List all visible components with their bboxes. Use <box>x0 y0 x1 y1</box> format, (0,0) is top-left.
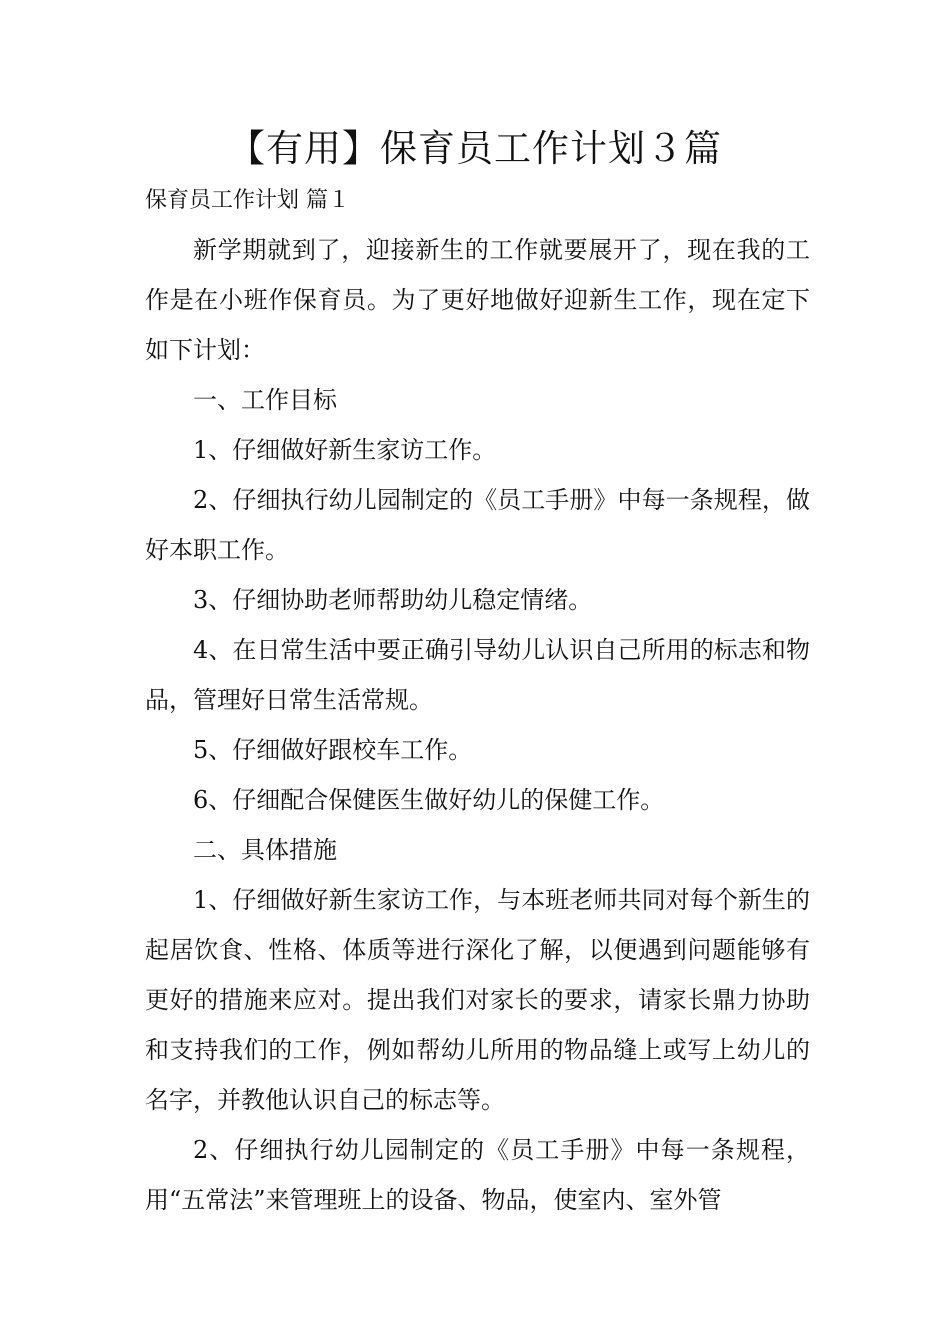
goal-item: 6、仔细配合保健医生做好幼儿的保健工作。 <box>193 786 665 814</box>
measure-item: 2、仔细执行幼儿园制定的《员工手册》中每一条规程，用“五常法”来管理班上的设备、物品，使室内、室外管 <box>145 1136 810 1214</box>
paragraph-intro: 新学期就到了，迎接新生的工作就要展开了，现在我的工作是在小班作保育员。为了更好地做好迎新生工作，现在定下如下计划： <box>145 236 810 364</box>
goal-item: 4、在日常生活中要正确引导幼儿认识自己所用的标志和物品，管理好日常生活常规。 <box>145 636 810 714</box>
goal-item: 5、仔细做好跟校车工作。 <box>193 736 473 764</box>
document-body <box>145 225 810 1225</box>
goal-item: 2、仔细执行幼儿园制定的《员工手册》中每一条规程，做好本职工作。 <box>145 486 810 564</box>
heading-measures: 二、具体措施 <box>193 836 337 864</box>
goal-item: 1、仔细做好新生家访工作。 <box>193 436 497 464</box>
goal-item: 3、仔细协助老师帮助幼儿稳定情绪。 <box>193 586 593 614</box>
document-title: 【有用】保育员工作计划３篇 <box>228 127 722 170</box>
heading-goals: 一、工作目标 <box>193 386 337 414</box>
section-title: 保育员工作计划 篇１ <box>145 188 350 213</box>
measure-item: 1、仔细做好新生家访工作，与本班老师共同对每个新生的起居饮食、性格、体质等进行深化了解，以便遇到问题能够有更好的措施来应对。提出我们对家长的要求，请家长鼎力协助和支持我们的工作，例如帮幼儿所用的物品缝上或写上幼儿的名字，并教他认识自己的标志等。 <box>145 886 810 1114</box>
